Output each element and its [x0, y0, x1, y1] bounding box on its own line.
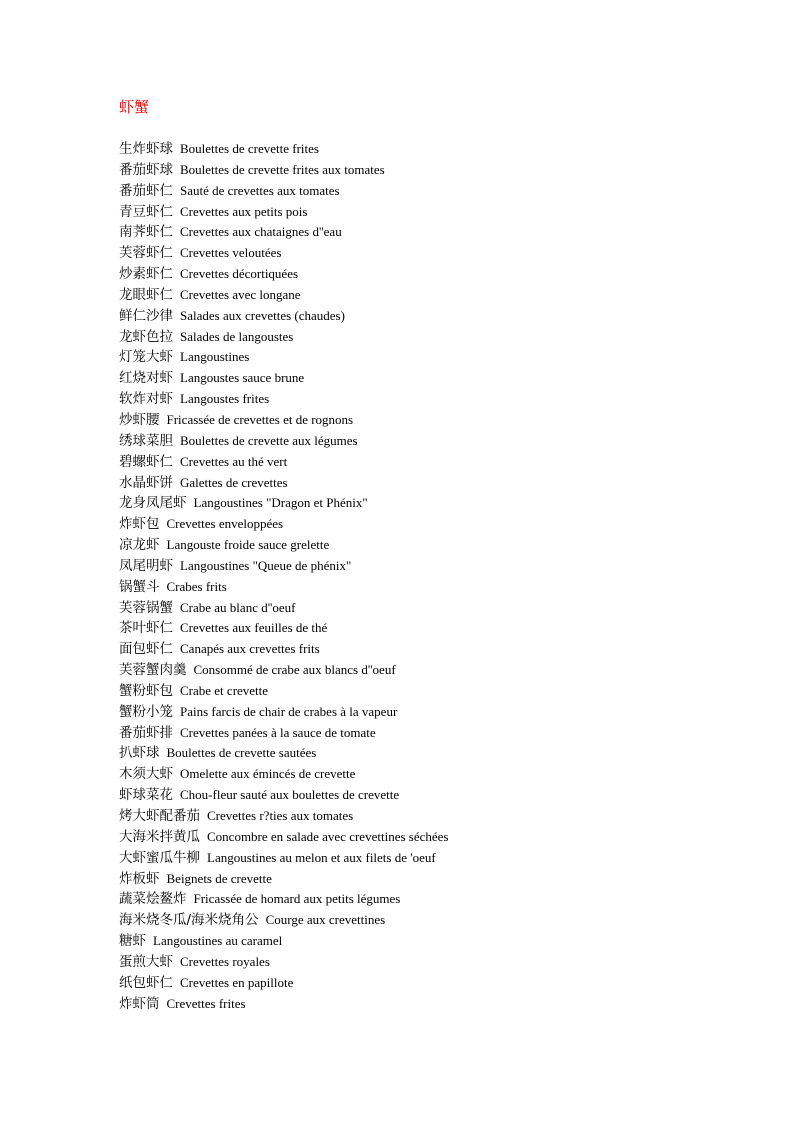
dish-name-chinese: 大海米拌黄瓜 — [119, 828, 200, 845]
dish-name-french: Crabes frits — [166, 578, 227, 594]
dish-name-french: Crevettes aux feuilles de thé — [180, 620, 328, 636]
dish-name-chinese: 凉龙虾 — [119, 537, 160, 554]
dish-name-chinese: 炸虾筒 — [119, 995, 160, 1012]
menu-item — [119, 139, 448, 160]
dish-name-chinese: 鲜仁沙律 — [119, 307, 173, 324]
dish-name-french: Salades de langoustes — [180, 328, 294, 344]
menu-item — [119, 473, 448, 494]
menu-item — [119, 243, 448, 264]
menu-item — [119, 202, 448, 223]
dish-name-chinese: 南荠虾仁 — [119, 224, 173, 241]
dish-name-chinese: 生炸虾球 — [119, 141, 173, 157]
dish-name-chinese: 红烧对虾 — [119, 370, 173, 387]
menu-item — [119, 410, 448, 431]
menu-item — [119, 431, 448, 452]
dish-name-french: Crevettes décortiquées — [180, 266, 299, 282]
dish-name-french: Crevettes r?ties aux tomates — [207, 808, 354, 823]
dish-name-french: Salades aux crevettes (chaudes) — [180, 307, 345, 323]
dish-name-french: Crevettes veloutées — [180, 245, 282, 261]
dish-name-chinese: 灯笼大虾 — [119, 349, 173, 366]
dish-name-french: Crabe au blanc d''oeuf — [180, 599, 296, 615]
menu-item — [119, 723, 448, 744]
dish-name-chinese: 烤大虾配番茄 — [119, 808, 200, 824]
menu-item — [119, 702, 448, 723]
menu-item — [119, 618, 448, 639]
dish-name-chinese: 水晶虾饼 — [119, 474, 173, 491]
dish-name-french: Langoustines "Dragon et Phénix" — [193, 495, 368, 511]
menu-item — [119, 848, 448, 869]
menu-item — [119, 994, 448, 1015]
dish-name-french: Boulettes de crevette sautées — [166, 745, 317, 761]
dish-name-chinese: 纸包虾仁 — [119, 974, 173, 991]
dish-name-french: Langouste froide sauce grelette — [166, 537, 330, 553]
dish-name-french: Chou-fleur sauté aux boulettes de crevette — [180, 787, 400, 803]
dish-name-french: Boulettes de crevette frites — [180, 141, 319, 156]
menu-item-list — [119, 139, 448, 1014]
menu-item — [119, 160, 448, 181]
dish-name-french: Crevettes en papillote — [180, 974, 294, 990]
menu-item — [119, 222, 448, 243]
dish-name-french: Crevettes frites — [166, 995, 246, 1011]
dish-name-chinese: 番茄虾排 — [119, 724, 173, 741]
dish-name-chinese: 凤尾明虾 — [119, 557, 173, 574]
dish-name-french: Courge aux crevettines — [265, 912, 386, 928]
dish-name-french: Langoustines au caramel — [153, 933, 283, 949]
menu-item — [119, 827, 448, 848]
menu-item — [119, 514, 448, 535]
menu-item — [119, 327, 448, 348]
dish-name-chinese: 炸虾包 — [119, 516, 160, 533]
dish-name-chinese: 芙蓉锅蟹 — [119, 599, 173, 616]
dish-name-chinese: 炸板虾 — [119, 870, 160, 887]
menu-item — [119, 493, 448, 514]
menu-item — [119, 639, 448, 660]
menu-item — [119, 889, 448, 910]
menu-item — [119, 181, 448, 202]
dish-name-french: Fricassée de homard aux petits légumes — [193, 891, 401, 907]
dish-name-chinese: 龙身凤尾虾 — [119, 495, 187, 512]
dish-name-chinese: 扒虾球 — [119, 745, 160, 762]
menu-item — [119, 306, 448, 327]
menu-item — [119, 556, 448, 577]
menu-item — [119, 577, 448, 598]
menu-item — [119, 869, 448, 890]
dish-name-chinese: 蔬菜烩鳌炸 — [119, 891, 187, 908]
menu-item — [119, 681, 448, 702]
menu-item — [119, 743, 448, 764]
section-heading: 虾蟹 — [119, 98, 150, 116]
menu-item — [119, 389, 448, 410]
dish-name-french: Beignets de crevette — [166, 870, 272, 886]
menu-item — [119, 806, 448, 827]
dish-name-chinese: 碧螺虾仁 — [119, 453, 173, 470]
menu-item — [119, 368, 448, 389]
dish-name-french: Langoustes frites — [180, 391, 270, 407]
dish-name-french: Boulettes de crevette frites aux tomates — [180, 161, 385, 177]
dish-name-chinese: 青豆虾仁 — [119, 203, 173, 220]
dish-name-chinese: 蟹粉小笼 — [119, 703, 173, 720]
dish-name-french: Crevettes royales — [180, 953, 270, 969]
dish-name-french: Fricassée de crevettes et de rognons — [166, 411, 354, 427]
menu-item — [119, 598, 448, 619]
dish-name-french: Langoustines — [180, 349, 250, 365]
menu-item — [119, 452, 448, 473]
dish-name-chinese: 茶叶虾仁 — [119, 620, 173, 637]
menu-item — [119, 347, 448, 368]
dish-name-french: Crevettes enveloppées — [166, 516, 284, 532]
dish-name-french: Canapés aux crevettes frits — [180, 641, 320, 657]
menu-item — [119, 264, 448, 285]
dish-name-french: Langoustines "Queue de phénix" — [180, 557, 352, 573]
dish-name-chinese: 龙虾色拉 — [119, 328, 173, 345]
dish-name-french: Omelette aux émincés de crevette — [180, 766, 356, 782]
dish-name-chinese: 炒素虾仁 — [119, 266, 173, 283]
dish-name-chinese: 木须大虾 — [119, 766, 173, 783]
menu-item — [119, 785, 448, 806]
dish-name-french: Langoustines au melon et aux filets de 'oeuf — [207, 849, 436, 865]
dish-name-french: Langoustes sauce brune — [180, 370, 305, 386]
dish-name-chinese: 龙眼虾仁 — [119, 286, 173, 303]
dish-name-french: Crevettes panées à la sauce de tomate — [180, 724, 376, 740]
menu-item — [119, 535, 448, 556]
menu-item — [119, 931, 448, 952]
dish-name-french: Boulettes de crevette aux légumes — [180, 432, 358, 448]
dish-name-french: Concombre en salade avec crevettines séchées — [207, 828, 449, 844]
dish-name-chinese: 软炸对虾 — [119, 391, 173, 408]
dish-name-chinese: 糖虾 — [119, 933, 146, 950]
menu-item — [119, 973, 448, 994]
menu-item — [119, 285, 448, 306]
menu-item — [119, 660, 448, 681]
dish-name-chinese: 炒虾腰 — [119, 411, 160, 428]
dish-name-french: Crevettes avec longane — [180, 286, 301, 302]
dish-name-chinese: 绣球菜胆 — [119, 432, 173, 449]
menu-item — [119, 764, 448, 785]
dish-name-chinese: 虾球菜花 — [119, 787, 173, 804]
menu-item — [119, 952, 448, 973]
dish-name-french: Galettes de crevettes — [180, 474, 288, 490]
dish-name-chinese: 芙蓉虾仁 — [119, 245, 173, 262]
dish-name-chinese: 番茄虾球 — [119, 161, 173, 178]
dish-name-chinese: 锅蟹斗 — [119, 578, 160, 595]
dish-name-french: Sauté de crevettes aux tomates — [180, 182, 340, 198]
dish-name-french: Consommé de crabe aux blancs d''oeuf — [193, 662, 396, 678]
dish-name-french: Pains farcis de chair de crabes à la vapeur — [180, 703, 398, 719]
dish-name-chinese: 大虾蜜瓜牛柳 — [119, 849, 200, 866]
dish-name-french: Crevettes aux petits pois — [180, 203, 308, 219]
dish-name-chinese: 番茄虾仁 — [119, 182, 173, 199]
dish-name-french: Crevettes aux chataignes d''eau — [180, 224, 342, 240]
menu-item — [119, 910, 448, 931]
dish-name-chinese: 蛋煎大虾 — [119, 953, 173, 970]
dish-name-chinese: 芙蓉蟹肉羹 — [119, 662, 187, 679]
dish-name-french: Crabe et crevette — [180, 682, 269, 698]
dish-name-chinese: 面包虾仁 — [119, 641, 173, 658]
dish-name-french: Crevettes au thé vert — [180, 453, 288, 469]
dish-name-chinese: 海米烧冬瓜/海米烧角公 — [119, 912, 259, 929]
dish-name-chinese: 蟹粉虾包 — [119, 682, 173, 699]
